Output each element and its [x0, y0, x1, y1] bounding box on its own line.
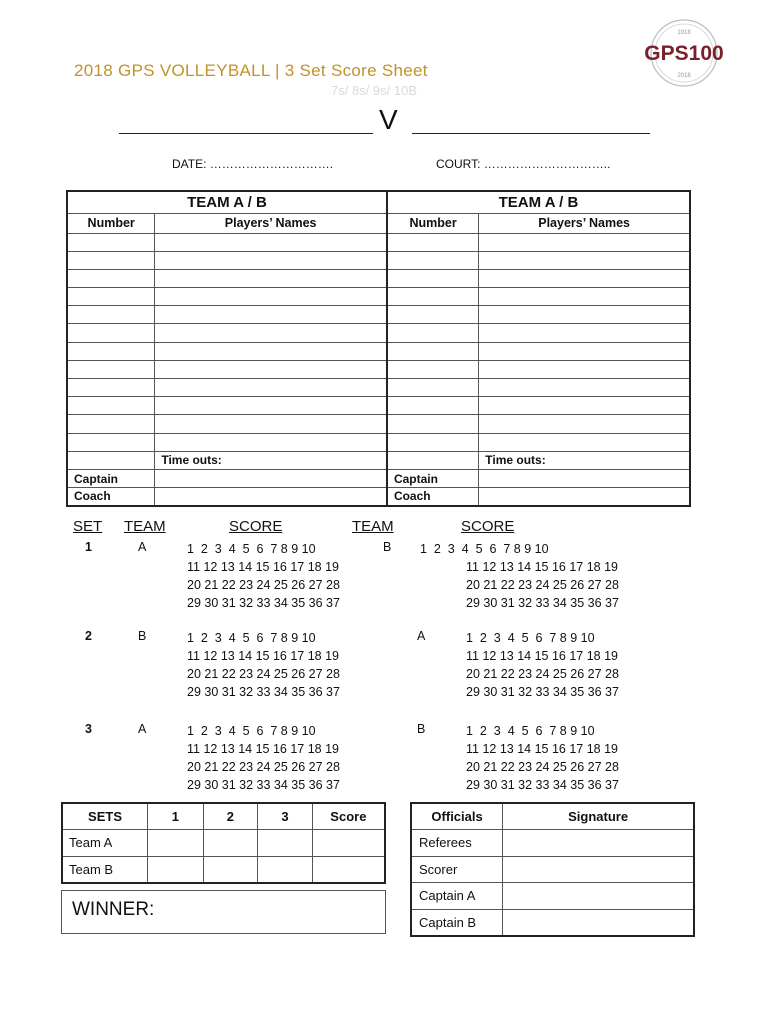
official-row [411, 909, 694, 936]
player-name-cell[interactable] [155, 379, 387, 397]
player-name-cell[interactable] [479, 288, 690, 306]
player-number-cell[interactable] [67, 251, 155, 269]
sets-team-row [62, 830, 385, 857]
score-row: 20 21 22 23 24 25 26 27 28 [466, 667, 619, 681]
player-number-cell[interactable] [387, 360, 479, 378]
score-first-row: 1 2 3 4 5 6 7 8 9 10 [187, 724, 316, 738]
score-row: 20 21 22 23 24 25 26 27 28 [187, 578, 340, 592]
score-column-header: SCORE [229, 518, 283, 535]
player-number-cell[interactable] [387, 288, 479, 306]
score-row: 20 21 22 23 24 25 26 27 28 [187, 760, 340, 774]
sets-header-cell: SETS [62, 803, 148, 830]
score-first-row: 1 2 3 4 5 6 7 8 9 10 [187, 631, 316, 645]
score-row: 11 12 13 14 15 16 17 18 19 [187, 742, 339, 756]
player-row [67, 360, 690, 378]
officials-header-cell: Officials [411, 803, 503, 830]
set-right-team: A [417, 629, 426, 643]
team-right-heading: TEAM A / B [387, 191, 690, 213]
official-label: Scorer [411, 856, 503, 883]
player-row [67, 324, 690, 342]
player-name-cell[interactable] [479, 306, 690, 324]
set-score-cell[interactable] [148, 830, 204, 857]
captain-row [67, 469, 690, 487]
date-field[interactable]: DATE: …………………………. [172, 157, 334, 171]
set-number: 2 [85, 629, 92, 643]
player-row [67, 379, 690, 397]
players-names-header: Players’ Names [479, 213, 690, 233]
player-number-cell[interactable] [67, 433, 155, 451]
set-score-cell[interactable] [148, 856, 204, 883]
player-name-cell[interactable] [479, 379, 690, 397]
set-right-team: B [417, 722, 426, 736]
score-row: 29 30 31 32 33 34 35 36 37 [187, 685, 340, 699]
team-column-header: TEAM [352, 518, 394, 535]
gps100-logo [638, 18, 730, 88]
player-number-cell[interactable] [387, 233, 479, 251]
sets-team-label: Team B [62, 856, 148, 883]
player-name-cell[interactable] [155, 269, 387, 287]
player-number-cell[interactable] [387, 324, 479, 342]
set-number: 1 [85, 540, 92, 554]
set-score-cell[interactable] [203, 856, 258, 883]
score-row: 29 30 31 32 33 34 35 36 37 [466, 778, 619, 792]
score-row: 11 12 13 14 15 16 17 18 19 [466, 649, 618, 663]
set-score-cell[interactable] [312, 830, 385, 857]
logo-year-bottom: 2018 [677, 73, 691, 79]
captain-label: Captain [67, 469, 155, 487]
player-name-cell[interactable] [479, 360, 690, 378]
coach-row [67, 488, 690, 506]
player-number-cell[interactable] [67, 269, 155, 287]
player-number-cell[interactable] [387, 269, 479, 287]
signature-cell[interactable] [503, 883, 694, 910]
player-row [67, 306, 690, 324]
number-header: Number [67, 213, 155, 233]
player-row [67, 288, 690, 306]
score-row: 11 12 13 14 15 16 17 18 19 [187, 560, 339, 574]
official-row [411, 830, 694, 857]
player-name-cell[interactable] [155, 397, 387, 415]
player-number-cell[interactable] [387, 397, 479, 415]
set-score-cell[interactable] [258, 856, 313, 883]
set-number: 3 [85, 722, 92, 736]
winner-field[interactable]: WINNER: [61, 890, 386, 934]
player-name-cell[interactable] [479, 324, 690, 342]
set-score-cell[interactable] [258, 830, 313, 857]
player-name-cell[interactable] [479, 433, 690, 451]
sets-team-label: Team A [62, 830, 148, 857]
officials-header-row [411, 803, 694, 830]
player-name-cell[interactable] [155, 288, 387, 306]
score-row: 11 12 13 14 15 16 17 18 19 [187, 649, 339, 663]
score-row: 20 21 22 23 24 25 26 27 28 [466, 760, 619, 774]
player-name-cell[interactable] [479, 233, 690, 251]
player-number-cell[interactable] [67, 233, 155, 251]
set-column-header: SET [73, 518, 103, 535]
player-name-cell[interactable] [155, 342, 387, 360]
page-subtitle: 7s/ 8s/ 9s/ 10B [331, 83, 417, 98]
sets-header-row [62, 803, 385, 830]
signature-cell[interactable] [503, 856, 694, 883]
captain-label: Captain [387, 469, 479, 487]
player-name-cell[interactable] [155, 324, 387, 342]
sets-team-row [62, 856, 385, 883]
signature-cell[interactable] [503, 830, 694, 857]
player-name-cell[interactable] [479, 342, 690, 360]
score-row: 29 30 31 32 33 34 35 36 37 [466, 685, 619, 699]
player-row [67, 415, 690, 433]
timeouts-spacer [387, 451, 479, 469]
score-first-row: 1 2 3 4 5 6 7 8 9 10 [466, 724, 595, 738]
official-label: Referees [411, 830, 503, 857]
logo-text: GPS100 [644, 42, 724, 65]
player-number-cell[interactable] [67, 324, 155, 342]
away-team-line[interactable] [412, 133, 650, 134]
home-team-line[interactable] [119, 133, 373, 134]
player-number-cell[interactable] [387, 342, 479, 360]
set-right-team: B [383, 540, 392, 554]
player-row [67, 233, 690, 251]
score-first-row: 1 2 3 4 5 6 7 8 9 10 [466, 631, 595, 645]
timeouts-label[interactable]: Time outs: [479, 451, 690, 469]
player-number-cell[interactable] [67, 360, 155, 378]
coach-label: Coach [67, 488, 155, 506]
score-row: 20 21 22 23 24 25 26 27 28 [466, 578, 619, 592]
player-name-cell[interactable] [155, 233, 387, 251]
sets-header-cell: 3 [258, 803, 313, 830]
coach-label: Coach [387, 488, 479, 506]
player-row [67, 269, 690, 287]
player-number-cell[interactable] [387, 415, 479, 433]
player-name-cell[interactable] [479, 251, 690, 269]
team-column-header: TEAM [124, 518, 166, 535]
score-row: 29 30 31 32 33 34 35 36 37 [187, 596, 340, 610]
score-row: 20 21 22 23 24 25 26 27 28 [187, 667, 340, 681]
player-number-cell[interactable] [387, 379, 479, 397]
player-name-cell[interactable] [155, 306, 387, 324]
roster-table [66, 190, 691, 507]
official-row [411, 883, 694, 910]
players-names-header: Players’ Names [155, 213, 387, 233]
coach-name-cell[interactable] [479, 488, 690, 506]
sets-summary-table [61, 802, 386, 884]
timeouts-label[interactable]: Time outs: [155, 451, 387, 469]
sets-header-cell: Score [312, 803, 385, 830]
officials-table [410, 802, 695, 937]
sets-header-cell: 1 [148, 803, 204, 830]
versus-letter: V [379, 104, 398, 135]
player-number-cell[interactable] [67, 288, 155, 306]
player-name-cell[interactable] [479, 415, 690, 433]
captain-name-cell[interactable] [155, 469, 387, 487]
sets-header-cell: 2 [203, 803, 258, 830]
logo-year-top: 1918 [677, 30, 691, 36]
player-number-cell[interactable] [67, 397, 155, 415]
player-number-cell[interactable] [67, 306, 155, 324]
captain-name-cell[interactable] [479, 469, 690, 487]
timeouts-spacer [67, 451, 155, 469]
player-name-cell[interactable] [155, 415, 387, 433]
score-row: 11 12 13 14 15 16 17 18 19 [466, 742, 618, 756]
player-row [67, 251, 690, 269]
player-name-cell[interactable] [479, 397, 690, 415]
score-first-row: 1 2 3 4 5 6 7 8 9 10 [187, 542, 316, 556]
signature-cell[interactable] [503, 909, 694, 936]
player-row [67, 397, 690, 415]
number-header: Number [387, 213, 479, 233]
official-label: Captain A [411, 883, 503, 910]
set-score-cell[interactable] [203, 830, 258, 857]
team-left-heading: TEAM A / B [67, 191, 387, 213]
court-field[interactable]: COURT: ………………………….. [436, 157, 611, 171]
player-number-cell[interactable] [387, 251, 479, 269]
set-left-team: A [138, 540, 147, 554]
official-label: Captain B [411, 909, 503, 936]
player-number-cell[interactable] [67, 379, 155, 397]
page-title: 2018 GPS VOLLEYBALL | 3 Set Score Sheet [74, 61, 428, 80]
player-row [67, 342, 690, 360]
official-row [411, 856, 694, 883]
score-first-row: 1 2 3 4 5 6 7 8 9 10 [420, 542, 549, 556]
coach-name-cell[interactable] [155, 488, 387, 506]
player-number-cell[interactable] [387, 306, 479, 324]
player-name-cell[interactable] [155, 360, 387, 378]
player-name-cell[interactable] [155, 433, 387, 451]
set-left-team: B [138, 629, 147, 643]
player-name-cell[interactable] [155, 251, 387, 269]
player-row [67, 433, 690, 451]
officials-header-cell: Signature [503, 803, 694, 830]
score-column-header: SCORE [461, 518, 515, 535]
timeouts-row [67, 451, 690, 469]
score-row: 11 12 13 14 15 16 17 18 19 [466, 560, 618, 574]
player-number-cell[interactable] [67, 415, 155, 433]
set-left-team: A [138, 722, 147, 736]
player-number-cell[interactable] [387, 433, 479, 451]
player-number-cell[interactable] [67, 342, 155, 360]
score-row: 29 30 31 32 33 34 35 36 37 [187, 778, 340, 792]
score-row: 29 30 31 32 33 34 35 36 37 [466, 596, 619, 610]
set-score-cell[interactable] [312, 856, 385, 883]
player-name-cell[interactable] [479, 269, 690, 287]
